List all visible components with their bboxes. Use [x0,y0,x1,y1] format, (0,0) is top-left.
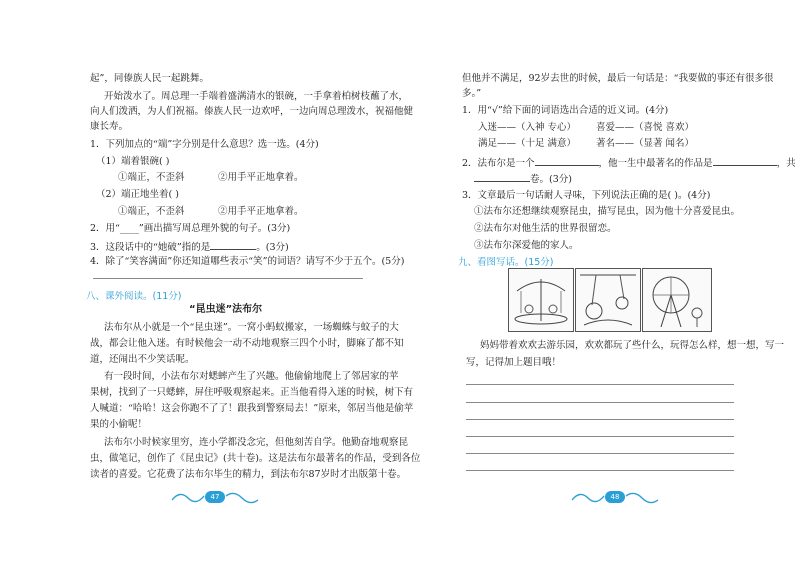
answer-blank[interactable] [713,156,777,166]
question-4: 4．除了“笑容满面”你还知道哪些表示“笑”的词语？请写不少于五个。(5分) [90,256,405,267]
text-line: 向人们泼洒，为人们祝福。傣族人民一边欢呼，一边向周总理泼水，祝福他健 [90,106,414,117]
question-2-text-b: ，他一生中最著名的作品是 [598,158,713,169]
question-3-score: 。(3分) [256,242,289,253]
question-2-text-c: ，共 [776,158,796,169]
writing-prompt: 写，记得加上题目哦！ [466,357,562,368]
article-title: “昆虫迷”法布尔 [189,304,263,315]
article-line: 虫，做笔记，创作了《昆虫记》(共十卷)。这是法布尔最著名的作品，受到各位 [90,453,421,464]
answer-line[interactable] [93,278,363,279]
article-line: 法布尔从小就是一个“昆虫迷”。一窝小蚂蚁搬家，一场蜘蛛与蚊子的大 [104,322,399,333]
writing-line[interactable] [466,470,734,471]
page-number-badge [170,488,260,506]
question-2-line-2 [474,172,572,186]
question-3-text: 3．这段话中的“她破”指的是 [90,242,211,253]
swing-ride-icon [576,269,640,331]
answer-blank[interactable] [210,240,256,250]
article-line: 法布尔小时候家里穷，连小学都没念完，但他刻苦自学。他勤奋地观察昆 [104,437,409,448]
synonym-item[interactable]: 入迷——（入神 专心） [478,122,577,133]
question-1: 1．用“√”给下面的词语选出合适的近义词。(4分) [462,105,669,116]
writing-prompt: 妈妈带着欢欢去游乐园，欢欢都玩了些什么，玩得怎么样，想一想，写一 [480,340,785,351]
ferris-wheel-icon [643,269,711,331]
page-number: 48 [605,491,625,503]
article-line: 果树，找到了一只蟋蟀，屏住呼吸观察起来。正当他看得入迷的时候，树下有 [90,387,414,398]
article-line: 战，都会让他入迷。有时候他会一动不动地观察三四个小时，脚麻了都不知 [90,338,404,349]
writing-line[interactable] [466,419,734,420]
article-line: 道，还闹出不少笑话呢。 [90,354,195,365]
text-line: 开始泼水了。周总理一手端着盛满清水的银碗，一手拿着柏树枝蘸了水， [104,91,409,102]
article-line: 读者的喜爱。它花费了法布尔毕生的精力，到法布尔87岁时才出版第十卷。 [90,469,407,480]
picture-carousel [508,268,574,332]
right-page [400,0,800,566]
choice-1[interactable]: ①法布尔还想继续观察昆虫，描写昆虫，因为他十分喜爱昆虫。 [474,206,741,217]
question-3: 3．文章最后一句话耐人寻味，下列说法正确的是( )。(4分) [462,190,711,201]
text-line: 但他并不满足，92岁去世的时候，最后一句话是：“我要做的事还有很多很 [462,73,774,84]
writing-line[interactable] [466,384,734,385]
section-9-heading: 九、看图写话。(15分) [458,257,554,268]
option-1: ①端正，不歪斜 [118,172,185,183]
picture-swing-ride [575,268,641,332]
synonym-item[interactable]: 著名——（显著 闻名） [596,138,695,149]
option-1: ①端正，不歪斜 [118,206,185,217]
option-2: ②用手平正地拿着。 [218,206,304,217]
question-2 [462,156,796,170]
article-line: 有一段时间，小法布尔对蟋蟀产生了兴趣。他偷偷地爬上了邻居家的苹 [104,371,399,382]
question-1-item-1: （1）端着银碗( ) [96,156,170,167]
text-line: 多。” [462,88,482,99]
question-1: 1．下列加点的“端”字分别是什么意思？选一选。(4分) [90,139,319,150]
answer-blank[interactable] [535,156,599,166]
question-2: 2．用“____”画出描写周总理外貌的句子。(3分) [90,223,291,234]
choice-2[interactable]: ②法布尔对他生活的世界很留恋。 [474,223,617,234]
picture-ferris-wheel [642,268,712,332]
writing-line[interactable] [466,436,734,437]
writing-line[interactable] [466,453,734,454]
text-line: 起”，同傣族人民一起跳舞。 [90,73,209,84]
carousel-icon [509,269,573,331]
answer-blank[interactable] [474,172,530,182]
section-8-heading: 八、课外阅读。(11分) [86,291,182,302]
option-2: ②用手平正地拿着。 [218,172,304,183]
text-line: 康长寿。 [90,121,129,132]
page-number: 47 [205,491,225,503]
choice-3[interactable]: ③法布尔深爱他的家人。 [474,240,579,251]
article-line: 人喊道：“哈哈！这会你跑不了了！跟我到警察局去！”原来，邻居当他是偷苹 [90,403,414,414]
question-2-score: 卷。(3分) [530,174,572,185]
question-2-text-a: 2．法布尔是一个 [462,158,535,169]
article-line: 果的小偷呢！ [90,419,148,430]
question-3 [90,240,289,254]
page-number-badge [570,488,660,506]
question-1-item-2: （2）端正地坐着( ) [96,189,179,200]
writing-line[interactable] [466,402,734,403]
synonym-item[interactable]: 满足——（十足 满意） [478,138,577,149]
synonym-item[interactable]: 喜爱——（喜悦 喜欢） [596,122,695,133]
